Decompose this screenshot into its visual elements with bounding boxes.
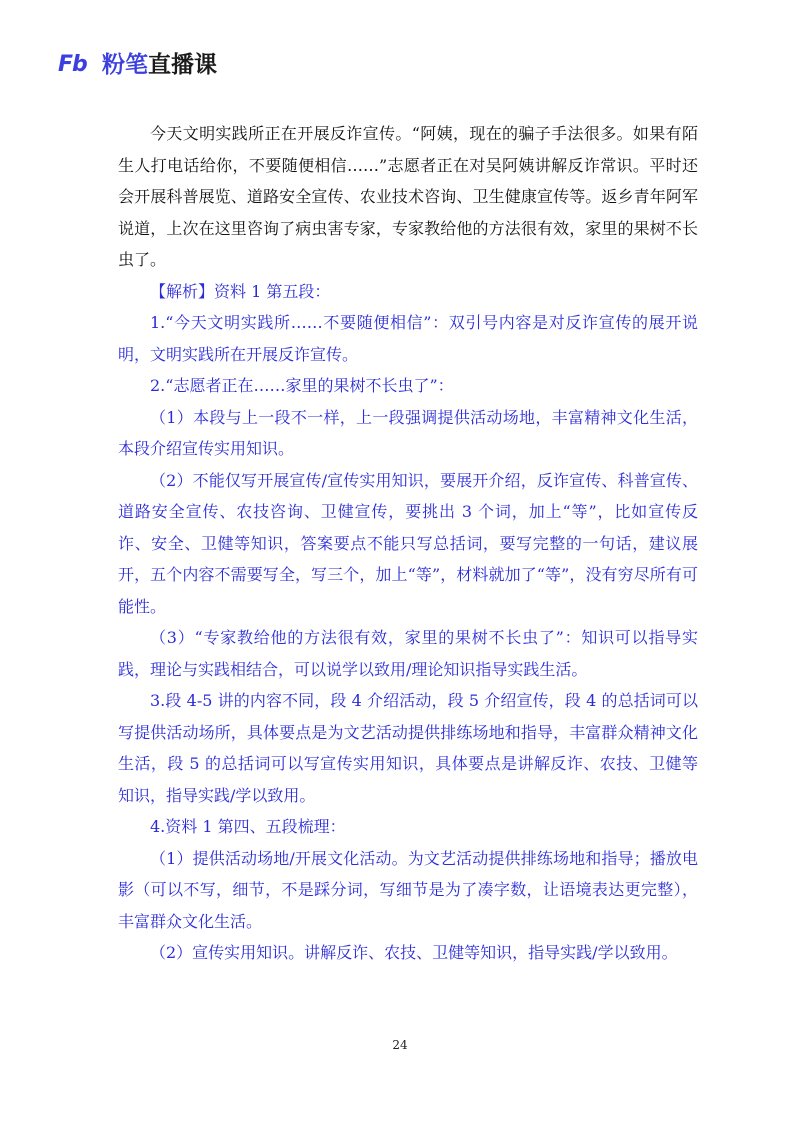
analysis-subpoint-3: （3）“专家教给他的方法很有效，家里的果树不长虫了”：知识可以指导实践，理论与实践相结合，可以说学以致用/理论知识指导实践生活。 bbox=[118, 628, 698, 679]
analysis-point-2: 2.“志愿者正在……家里的果树不长虫了”： bbox=[150, 376, 454, 395]
logo-text bbox=[102, 52, 217, 78]
header-logo bbox=[58, 52, 217, 78]
analysis-subpoint-1: （1）本段与上一段不一样，上一段强调提供活动场地，丰富精神文化生活，本段介绍宣传实用知识。 bbox=[118, 407, 698, 458]
document-body bbox=[118, 118, 698, 969]
analysis-subpoint-2: （2）不能仅写开展宣传/宣传实用知识，要展开介绍，反诈宣传、科普宣传、道路安全宣传、农技咨询、卫健宣传，要挑出 3 个词，加上“等”，比如宣传反诈、安全、卫健等知识，答案要点不能只写总括词，要写完整的一句话，建议展开，五个内容不需要写全，写三个，加上“等”，材料就加了“等”，没有穷尽所有可能性。 bbox=[118, 470, 698, 616]
analysis-heading: 【解析】资料 1 第五段： bbox=[150, 281, 331, 301]
summary-item-1: （1）提供活动场地/开展文化活动。为文艺活动提供排练场地和指导；播放电影（可以不写，细节，不是踩分词，写细节是为了凑字数，让语境表达更完整），丰富群众文化生活。 bbox=[118, 848, 698, 931]
analysis-point-4: 4.资料 1 第四、五段梳理： bbox=[150, 817, 346, 836]
logo-product: 直播课 bbox=[148, 52, 217, 78]
page-number: 24 bbox=[392, 1038, 408, 1052]
analysis-point-3: 3.段 4-5 讲的内容不同，段 4 介绍活动，段 5 介绍宣传，段 4 的总括词可以写提供活动场所，具体要点是为文艺活动提供排练场地和指导，丰富群众精神文化生活，段 5 的总括词可以写宣传实用知识，具体要点是讲解反诈、农技、卫健等知识，指导实践/学以致用。 bbox=[118, 691, 698, 805]
summary-item-2: （2）宣传实用知识。讲解反诈、农技、卫健等知识，指导实践/学以致用。 bbox=[150, 943, 678, 962]
logo-brand: 粉笔 bbox=[102, 52, 148, 78]
material-paragraph: 今天文明实践所正在开展反诈宣传。“阿姨，现在的骗子手法很多。如果有陌生人打电话给你，不要随便相信……”志愿者正在对吴阿姨讲解反诈常识。平时还会开展科普展览、道路安全宣传、农业技术咨询、卫生健康宣传等。返乡青年阿军说道，上次在这里咨询了病虫害专家，专家教给他的方法很有效，家里的果树不长虫了。 bbox=[118, 124, 698, 269]
analysis-point-1: 1.“今天文明实践所……不要随便相信”：双引号内容是对反诈宣传的展开说明，文明实践所在开展反诈宣传。 bbox=[118, 313, 698, 364]
logo-mark-icon: Fb bbox=[58, 52, 87, 77]
